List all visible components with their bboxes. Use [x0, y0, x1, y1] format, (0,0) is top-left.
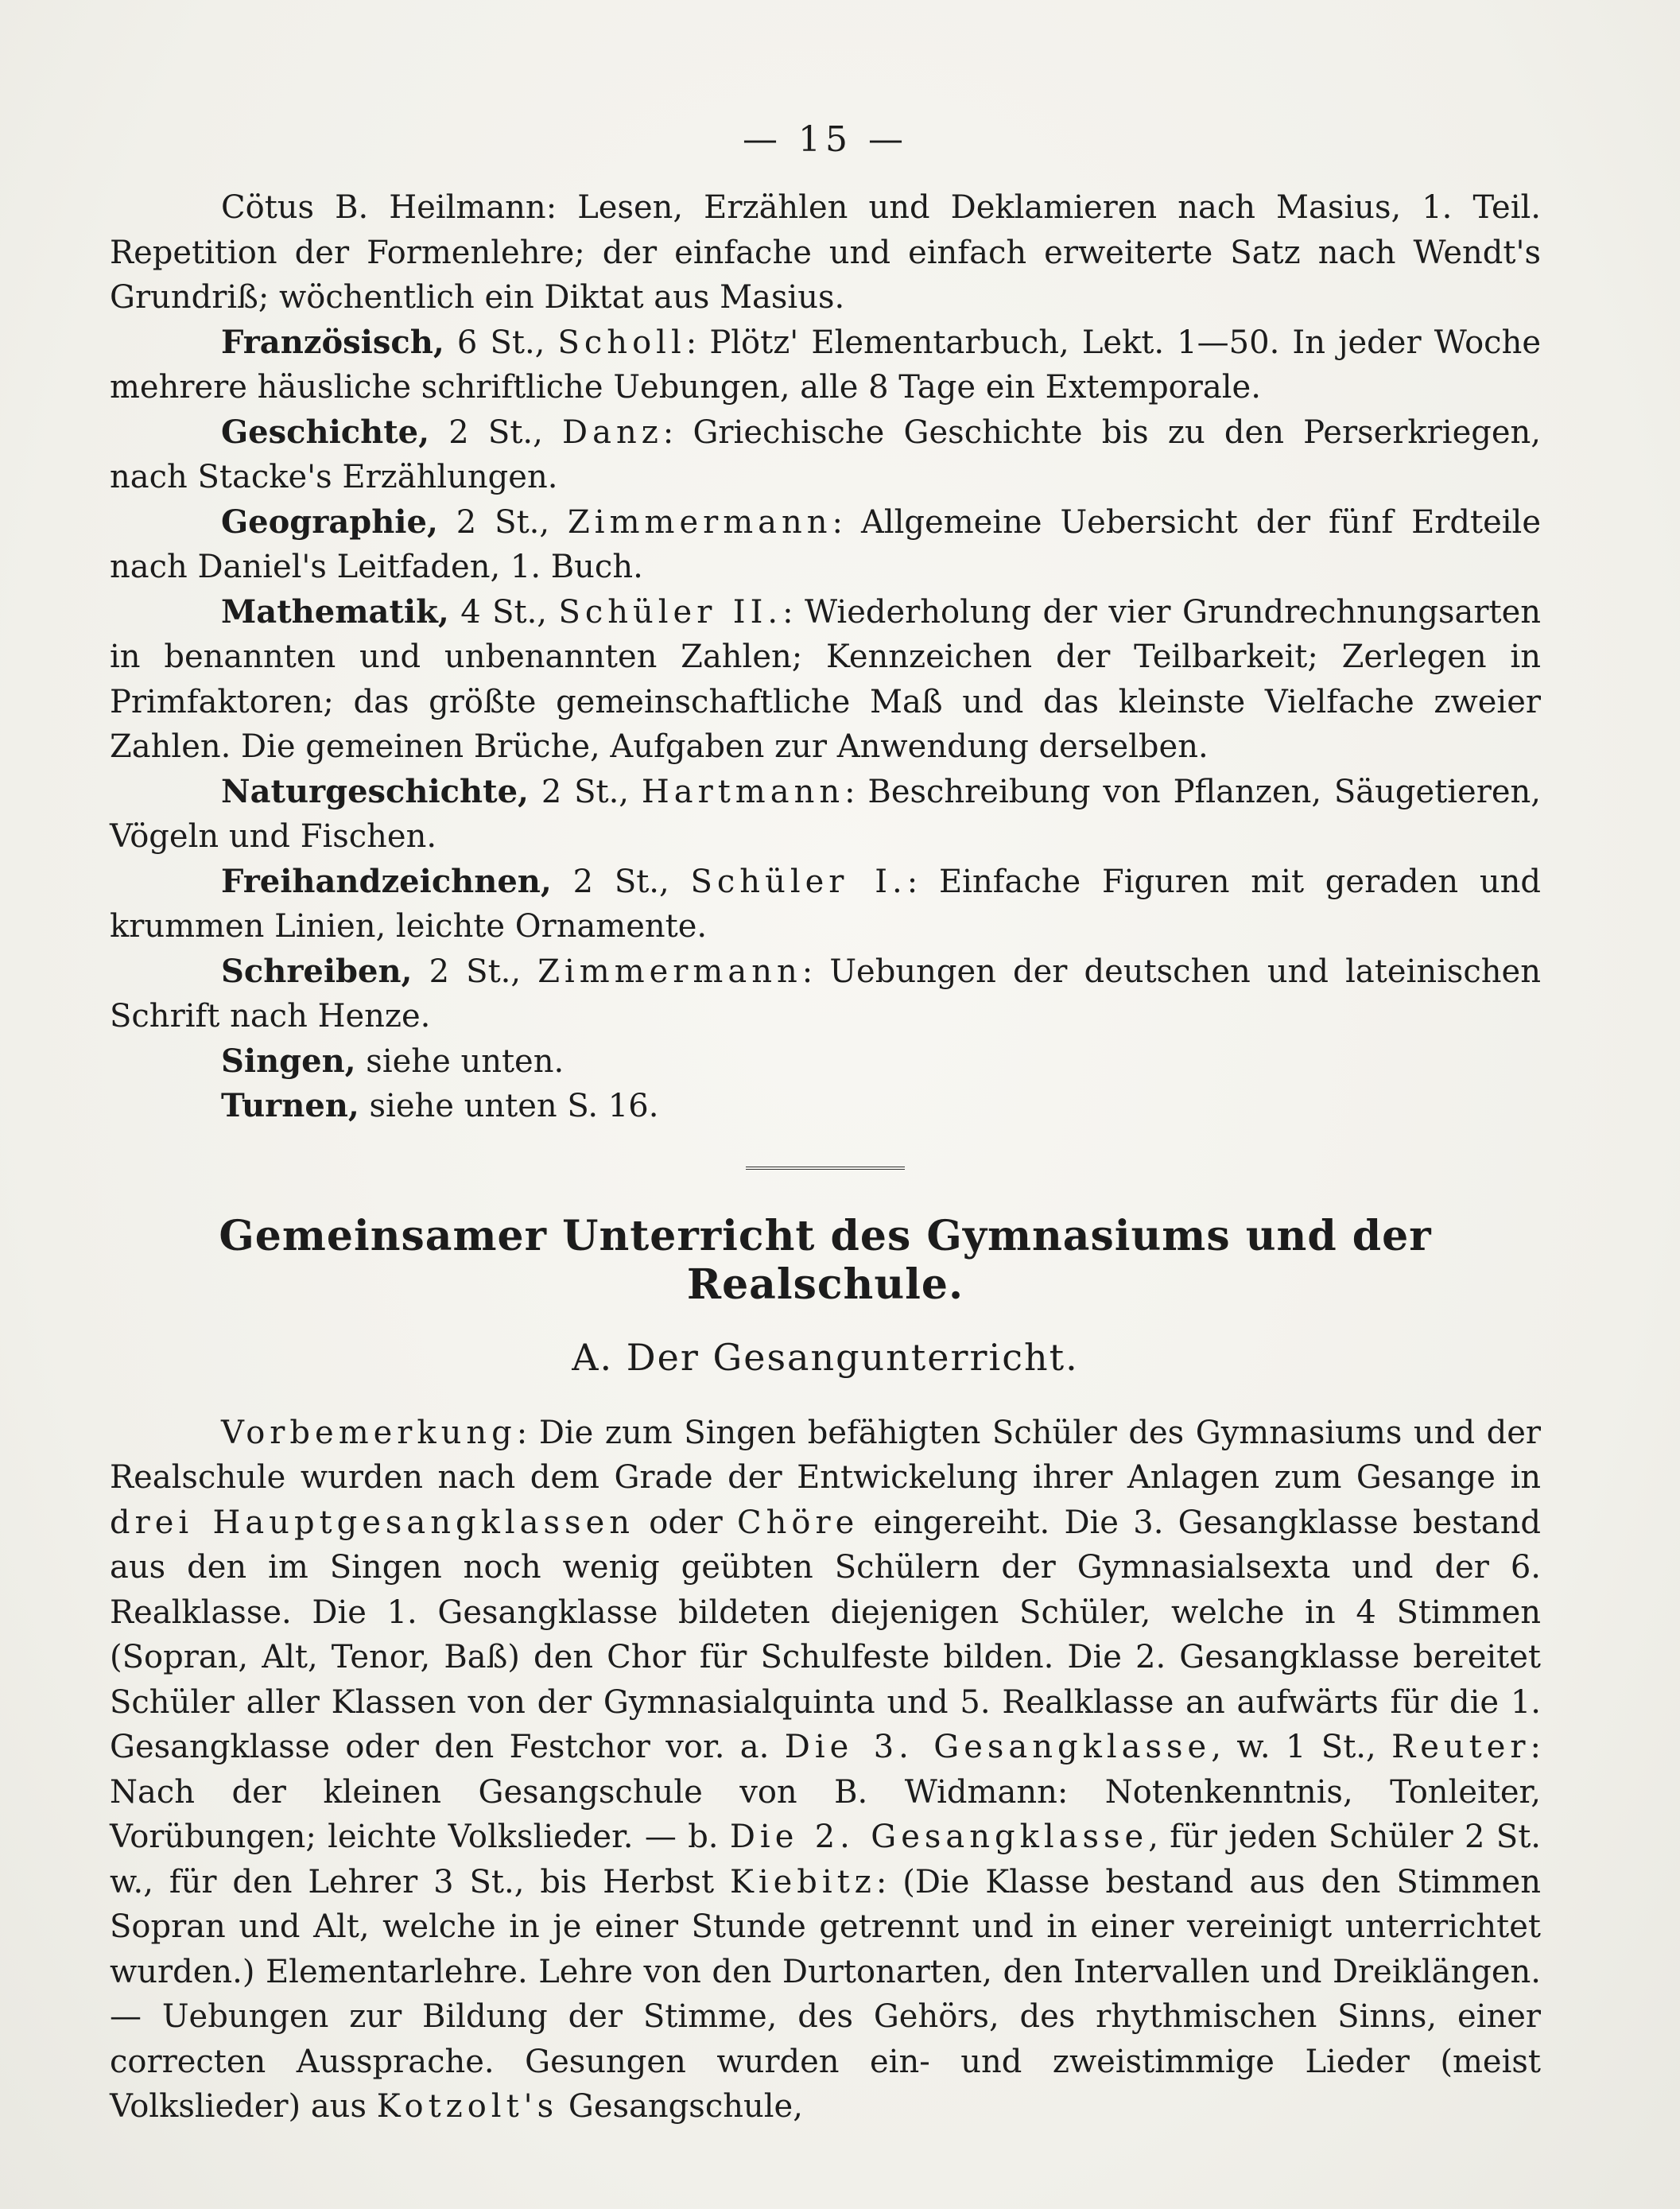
subject-label: Naturgeschichte, [221, 772, 529, 810]
subject-label: Geographie, [221, 503, 438, 541]
paragraph-franzoesisch: Französisch, 6 St., Scholl: Plötz' Elementarbuch, Lekt. 1—50. In jeder Woche mehrere häusliche schriftliche Uebungen, alle 8 Tage ein Extemporale. [110, 323, 1542, 406]
paragraph-mathematik: Mathematik, 4 St., Schüler II.: Wiederholung der vier Grundrechnungsarten in benannten und unbenannten Zahlen; Kennzeichen der Teilbarkeit; Zerlegen in Primfaktoren; das größte gemeinschaftliche Maß und das kleinste Vielfache zweier Zahlen. Die gemeinen Brüche, Aufgaben zur Anwendung derselben. [110, 592, 1542, 765]
subject-label: Singen, [221, 1042, 356, 1080]
section-divider [110, 1158, 1541, 1166]
teacher-name: Schüler II. [558, 593, 783, 631]
teacher-name: Schüler I. [690, 863, 907, 900]
paragraph-freihandzeichnen: Freihandzeichnen, 2 St., Schüler I.: Einfache Figuren mit geraden und krummen Linien, leichte Ornamente. [110, 862, 1541, 945]
paragraph-vorbemerkung: Vorbemerkung: Die zum Singen befähigten Schüler des Gymnasiums und der Realschule wurden nach dem Grade der Entwickelung ihrer Anlagen zum Gesange in drei Hauptgesangklassen oder Chöre eingereiht. Die 3. Gesangklasse bestand aus den im Singen noch wenig geübten Schülern der Gymnasialsexta und der 6. Realklasse. Die 1. Gesangklasse bildeten diejenigen Schüler, welche in 4 Stimmen (Sopran, Alt, Tenor, Baß) den Chor für Schulfeste bilden. Die 2. Gesangklasse bereitet Schüler aller Klassen von der Gymnasialquinta und 5. Realklasse an aufwärts für die 1. Gesangklasse oder den Festchor vor. a. Die 3. Gesangklasse, w. 1 St., Reuter: Nach der kleinen Gesangschule von B. Widmann: Notenkenntnis, Tonleiter, Vorübungen; leichte Volkslieder. — b. Die 2. Gesangklasse, für jeden Schüler 2 St. w., für den Lehrer 3 St., bis Herbst Kiebitz: (Die Klasse bestand aus den Stimmen Sopran und Alt, welche in je einer Stunde getrennt und in einer vereinigt unterrichtet wurden.) Elementarlehre. Lehre von den Durtonarten, den Intervallen und Dreiklängen. — Uebungen zur Bildung der Stimme, des Gehörs, des rhythmischen Sinns, einer correcten Aussprache. Gesungen wurden ein- und zweistimmige Lieder (meist Volkslieder) aus Kotzolt's Gesangschule, [110, 1414, 1542, 2125]
subject-label: Turnen, [221, 1087, 359, 1124]
paragraph-singen: Singen, siehe unten. [221, 1042, 565, 1080]
remark-label: Vorbemerkung [221, 1414, 517, 1451]
paragraph-turnen: Turnen, siehe unten S. 16. [221, 1087, 659, 1124]
subject-label: Mathematik, [221, 592, 449, 631]
teacher-name: Zimmermann [537, 953, 802, 990]
paragraph-geographie: Geographie, 2 St., Zimmermann: Allgemeine Uebersicht der fünf Erdteile nach Daniel's Leitfaden, 1. Buch. [110, 503, 1542, 585]
paragraph-deutsch: Cötus B. Heilmann: Lesen, Erzählen und Deklamieren nach Masius, 1. Teil. Repetition der Formenlehre; der einfache und einfach erweiterte Satz nach Wendt's Grundriß; wöchentlich ein Diktat aus Masius. [110, 189, 1541, 316]
subject-label: Freihandzeichnen, [221, 862, 552, 900]
teacher-name: Reuter [1391, 1729, 1531, 1765]
page-content [110, 119, 1541, 2129]
page-number: — 15 — [743, 119, 908, 160]
teacher-name: Zimmermann [568, 503, 832, 541]
teacher-name: Scholl [557, 324, 686, 361]
subject-label: Schreiben, [221, 952, 413, 990]
paragraph-schreiben: Schreiben, 2 St., Zimmermann: Uebungen der deutschen und lateinischen Schrift nach Henze. [110, 952, 1541, 1035]
sub-heading: A. Der Gesangunterricht. [572, 1335, 1079, 1379]
teacher-name: Danz [562, 413, 663, 451]
paragraph-naturgeschichte: Naturgeschichte, 2 St., Hartmann: Beschreibung von Pflanzen, Säugetieren, Vögeln und Fischen. [110, 772, 1541, 855]
section-heading: Gemeinsamer Unterricht des Gymnasiums und der Realschule. [219, 1211, 1432, 1309]
teacher-name: Kiebitz [729, 1863, 876, 1900]
paragraph-geschichte: Geschichte, 2 St., Danz: Griechische Geschichte bis zu den Perserkriegen, nach Stacke's Erzählungen. [110, 413, 1541, 495]
subject-label: Geschichte, [221, 413, 430, 451]
teacher-name: Hartmann [641, 773, 845, 810]
subject-label: Französisch, [221, 323, 444, 361]
